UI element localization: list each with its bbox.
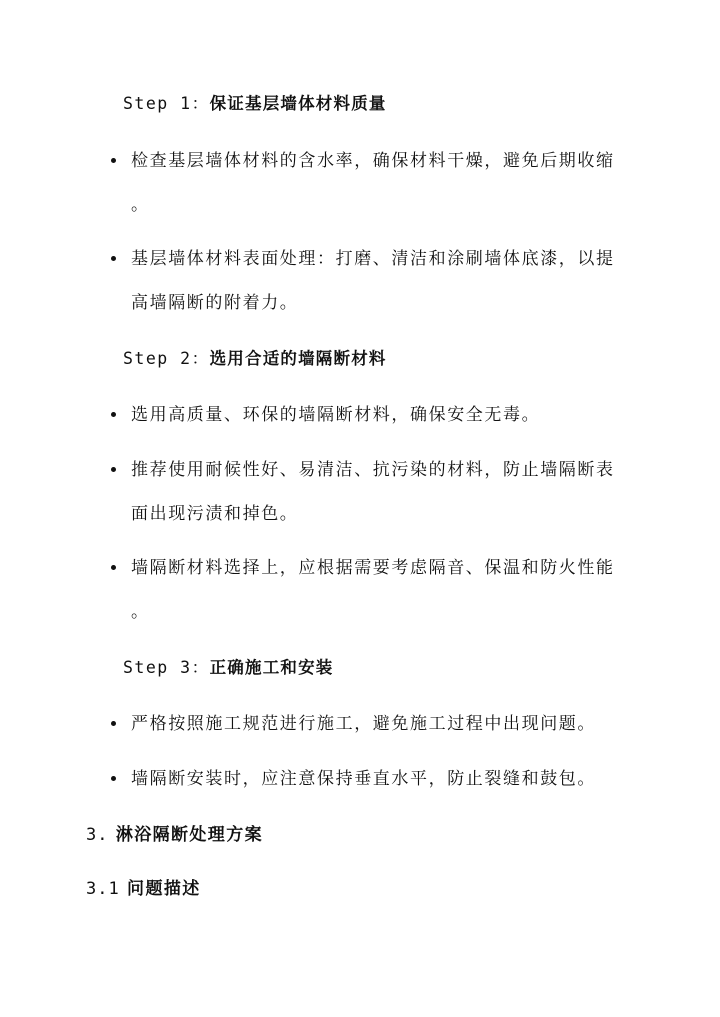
section-3-1-heading (86, 874, 201, 899)
step-2-bullet-3-line-2: 。 (131, 602, 150, 622)
step-2-title: 选用合适的墙隔断材料 (209, 349, 387, 368)
bullet-icon (111, 467, 116, 472)
section-3-1-number: 3.1 (86, 879, 120, 899)
bullet-icon (111, 256, 116, 261)
step-3-bullet-2-line-1: 墙隔断安装时，应注意保持垂直水平，防止裂缝和鼓包。 (131, 769, 596, 789)
step-1-bullet-1-line-1: 检查基层墙体材料的含水率，确保材料干燥，避免后期收缩 (131, 151, 615, 171)
step-1-bullet-1-line-2: 。 (131, 195, 150, 215)
section-3-title: 淋浴隔断处理方案 (115, 825, 264, 845)
step-3-heading (123, 654, 334, 678)
step-1-label: Step 1： (123, 94, 210, 113)
step-1-title: 保证基层墙体材料质量 (209, 94, 387, 113)
bullet-icon (111, 776, 116, 781)
section-3-1-title: 问题描述 (127, 879, 201, 899)
step-2-bullet-3-line-1: 墙隔断材料选择上，应根据需要考虑隔音、保温和防火性能 (131, 558, 615, 578)
section-3-number: 3. (86, 825, 109, 845)
step-3-bullet-1-line-1: 严格按照施工规范进行施工，避免施工过程中出现问题。 (131, 714, 596, 734)
step-2-label: Step 2： (123, 349, 210, 368)
step-3-label: Step 3： (123, 658, 210, 677)
bullet-icon (111, 412, 116, 417)
bullet-icon (111, 565, 116, 570)
step-1-heading (123, 90, 387, 114)
step-1-bullet-2-line-2: 高墙隔断的附着力。 (131, 293, 299, 313)
section-3-heading (86, 820, 263, 845)
step-2-bullet-1-line-1: 选用高质量、环保的墙隔断材料，确保安全无毒。 (131, 405, 541, 425)
step-3-title: 正确施工和安装 (209, 658, 334, 677)
step-2-bullet-2-line-2: 面出现污渍和掉色。 (131, 504, 299, 524)
step-2-bullet-2-line-1: 推荐使用耐候性好、易清洁、抗污染的材料，防止墙隔断表 (131, 460, 615, 480)
step-1-bullet-2-line-1: 基层墙体材料表面处理：打磨、清洁和涂刷墙体底漆，以提 (131, 249, 615, 269)
bullet-icon (111, 158, 116, 163)
step-2-heading (123, 345, 387, 369)
bullet-icon (111, 721, 116, 726)
